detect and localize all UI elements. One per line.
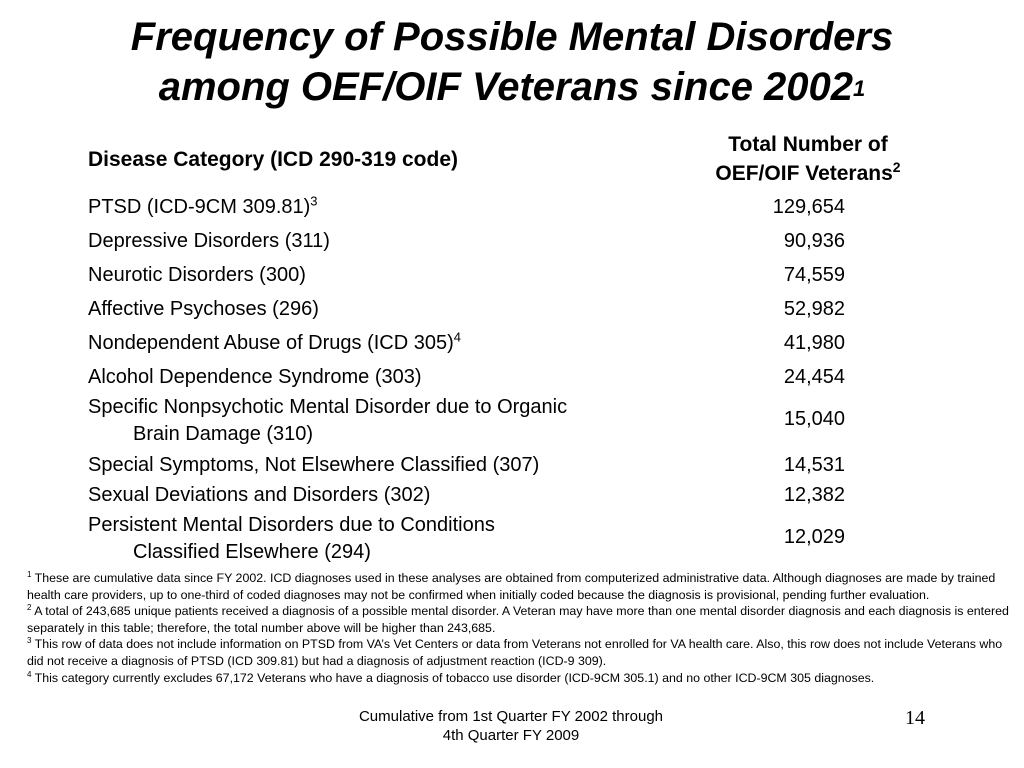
- row-label: Special Symptoms, Not Elsewhere Classified (307): [88, 454, 540, 476]
- table-row: [0, 360, 1024, 390]
- data-table: [0, 190, 1024, 566]
- row-label-line-1: Persistent Mental Disorders due to Conditions: [88, 514, 495, 536]
- footnote: [27, 570, 1017, 603]
- table-row: [0, 190, 1024, 224]
- row-label: Neurotic Disorders (300): [88, 264, 306, 286]
- footnote-number: 4: [27, 669, 32, 679]
- column-header-category: Disease Category (ICD 290-319 code): [88, 148, 458, 171]
- row-label-line-1: Specific Nonpsychotic Mental Disorder due to Organic: [88, 396, 568, 418]
- row-label: Sexual Deviations and Disorders (302): [88, 484, 431, 506]
- footnote-number: 3: [27, 636, 32, 646]
- row-label-text: Nondependent Abuse of Drugs (ICD 305): [88, 332, 454, 354]
- table-row: [0, 224, 1024, 258]
- footnote: [27, 603, 1017, 636]
- row-value: 41,980: [783, 332, 845, 354]
- row-value: 24,454: [783, 366, 845, 388]
- title-line-1: Frequency of Possible Mental Disorders: [130, 15, 894, 59]
- row-label: [88, 394, 648, 448]
- column-header-total-line-2: [686, 159, 930, 188]
- table-row: [0, 326, 1024, 360]
- title-line-2: [0, 62, 1024, 112]
- row-label: Depressive Disorders (311): [88, 230, 330, 252]
- footnote-text: A total of 243,685 unique patients received a diagnosis of a possible mental disorder. A Veteran may have more than one mental disorder diagnosis and each diagnosis is entered separately in this table; therefore, the total number above will be higher than 243,685.: [27, 604, 1009, 635]
- column-header-total: [686, 130, 930, 188]
- row-value: 52,982: [783, 298, 845, 320]
- footnote-text: This category currently excludes 67,172 Veterans who have a diagnosis of tobacco use disorder (ICD-9CM 305.1) and no other ICD-9CM 305 diagnoses.: [34, 670, 875, 685]
- source-line-1: Cumulative from 1st Quarter FY 2002 through: [358, 708, 664, 725]
- table-row: [0, 478, 1024, 508]
- row-label-text: PTSD (ICD-9CM 309.81): [88, 196, 311, 218]
- slide-title: [0, 12, 1024, 112]
- title-line-2-text: among OEF/OIF Veterans since 2002: [158, 65, 854, 109]
- table-row: [0, 292, 1024, 326]
- row-value: 129,654: [772, 196, 845, 218]
- table-row: [0, 390, 1024, 448]
- row-label-line-2: Brain Damage (310): [133, 423, 314, 445]
- page-number: 14: [905, 707, 925, 729]
- row-label: [88, 512, 648, 566]
- row-value: 90,936: [783, 230, 845, 252]
- row-value: 12,029: [783, 526, 845, 548]
- column-header-footnote-marker: 2: [892, 159, 901, 175]
- row-label: [88, 194, 648, 221]
- footnote-text: This row of data does not include information on PTSD from VA’s Vet Centers or data from Veterans not enrolled for VA health care. Also, this row does not include Veterans who did not receive a diagnosis of PTSD (ICD 309.81) but had a diagnosis of adjustment reaction (ICD-9 309).: [27, 637, 1003, 668]
- row-value: 14,531: [783, 454, 845, 476]
- footnote: [27, 670, 1017, 687]
- row-label: [88, 330, 648, 357]
- title-footnote-marker: 1: [853, 76, 866, 101]
- row-footnote-marker: 3: [310, 193, 318, 209]
- table-row: [0, 508, 1024, 566]
- footnote: [27, 636, 1017, 669]
- table-row: [0, 258, 1024, 292]
- column-header-total-line-2-text: OEF/OIF Veterans: [715, 162, 893, 185]
- source-note: [330, 707, 692, 745]
- table-row: [0, 448, 1024, 478]
- footnote-number: 1: [27, 569, 32, 579]
- row-footnote-marker: 4: [453, 329, 462, 345]
- row-value: 12,382: [783, 484, 845, 506]
- row-label-line-2: Classified Elsewhere (294): [133, 541, 371, 563]
- footnotes: [27, 570, 1017, 686]
- footnote-text: These are cumulative data since FY 2002. ICD diagnoses used in these analyses are obtained from computerized administrative data. Although diagnoses are made by trained health care providers, up to one-third of coded diagnoses may not be confirmed when initially coded because the diagnosis is provisional, pending further evaluation.: [27, 571, 996, 602]
- row-label: Affective Psychoses (296): [88, 298, 319, 320]
- footnote-number: 2: [27, 603, 32, 613]
- row-value: 74,559: [783, 264, 845, 286]
- row-label: Alcohol Dependence Syndrome (303): [88, 366, 422, 388]
- row-value: 15,040: [783, 408, 845, 430]
- column-header-total-line-1: Total Number of: [728, 133, 888, 156]
- source-line-2: 4th Quarter FY 2009: [442, 727, 580, 744]
